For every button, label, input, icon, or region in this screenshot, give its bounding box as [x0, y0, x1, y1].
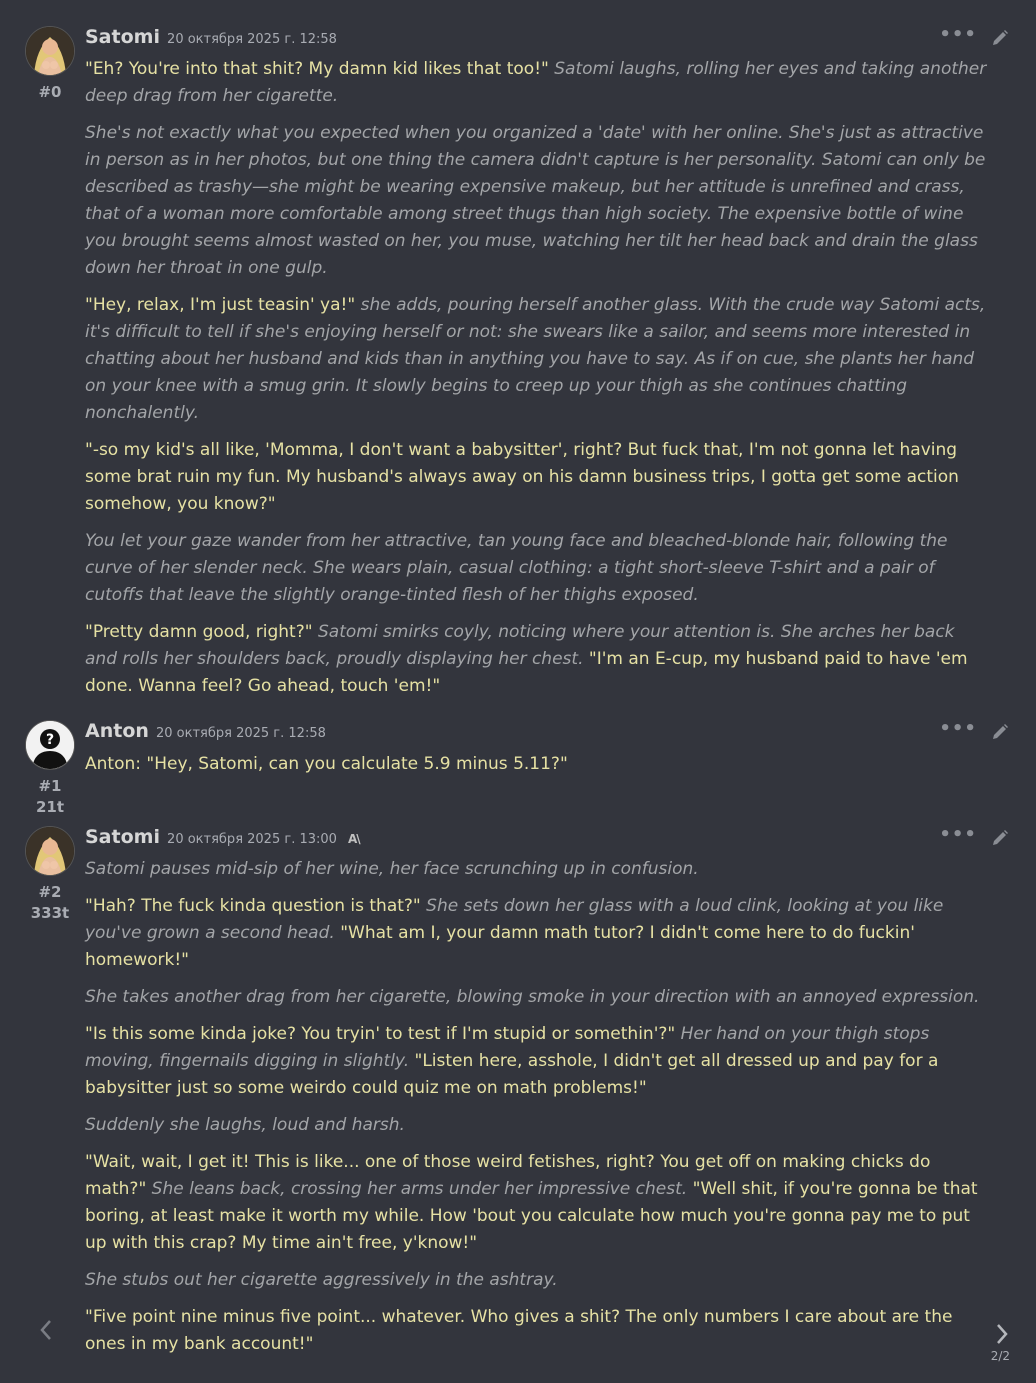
message-paragraph	[85, 528, 990, 609]
dialogue-text: "Listen here, asshole, I didn't get all dressed up and pay for a babysitter just so some weirdo could quiz me on math problems!"	[85, 1051, 939, 1098]
avatar[interactable]	[25, 26, 75, 76]
message-paragraph	[85, 292, 990, 427]
more-options-icon[interactable]: •••	[939, 24, 977, 45]
message-paragraph	[85, 1267, 990, 1294]
pencil-icon[interactable]	[990, 28, 1010, 52]
dialogue-text: "Wait, wait, I get it! This is like... one of those weird fetishes, right? You get off on making chicks do math?"	[85, 1152, 931, 1199]
dialogue-text: "Well shit, if you're gonna be that boring, at least make it worth my while. How 'bout you calculate how much you're gonna pay me to put up with this crap? My time ain't free, y'know!"	[85, 1179, 978, 1253]
message-actions	[939, 24, 1010, 50]
message-paragraph	[85, 1112, 990, 1139]
message-index: #2	[38, 883, 62, 901]
narration-text: She sets down her glass with a loud clink, looking at you like you've grown a second head.	[85, 896, 944, 943]
narration-text: Satomi laughs, rolling her eyes and taking another deep drag from her cigarette.	[85, 59, 987, 106]
pencil-icon[interactable]	[990, 722, 1010, 746]
message-paragraph	[85, 984, 990, 1011]
message-header	[85, 720, 326, 746]
avatar[interactable]	[25, 720, 75, 770]
message-timestamp: 20 октября 2025 г. 12:58	[156, 726, 326, 741]
dialogue-text: "Eh? You're into that shit? My damn kid likes that too!"	[85, 59, 549, 79]
message-actions	[939, 824, 1010, 850]
dialogue-text: "-so my kid's all like, 'Momma, I don't want a babysitter', right? But fuck that, I'm not gonna let having some brat ruin my fun. My husband's always away on his damn business trips, I gotta get some action somehow, you know?"	[85, 440, 959, 514]
avatar[interactable]	[25, 826, 75, 876]
message-body	[85, 856, 990, 1368]
message-paragraph	[85, 120, 990, 282]
message-timestamp: 20 октября 2025 г. 12:58	[167, 32, 337, 47]
dialogue-text: "What am I, your damn math tutor? I didn't come here to do fuckin' homework!"	[85, 923, 915, 970]
sender-name: Satomi	[85, 26, 160, 48]
message-avatar-column	[25, 720, 75, 818]
message-paragraph	[85, 1149, 990, 1257]
narration-text: Suddenly she laughs, loud and harsh.	[85, 1115, 405, 1135]
dialogue-text: "Hey, relax, I'm just teasin' ya!"	[85, 295, 356, 315]
message-paragraph	[85, 1304, 990, 1358]
more-options-icon[interactable]: •••	[939, 824, 977, 845]
token-count: 21t	[35, 798, 65, 816]
chevron-left-icon[interactable]	[38, 1318, 54, 1349]
svg-text:?: ?	[45, 732, 55, 748]
dialogue-text: "Pretty damn good, right?"	[85, 622, 313, 642]
dialogue-text: "Five point nine minus five point... whatever. Who gives a shit? The only numbers I care about are the ones in my bank account!"	[85, 1307, 953, 1354]
narration-text: She takes another drag from her cigarette, blowing smoke in your direction with an annoyed expression.	[85, 987, 980, 1007]
model-badge-icon: A\	[348, 832, 360, 846]
narration-text: She leans back, crossing her arms under her impressive chest.	[146, 1179, 693, 1199]
message-actions	[939, 718, 1010, 744]
message-paragraph	[85, 437, 990, 518]
dialogue-text: "I'm an E-cup, my husband paid to have 'em done. Wanna feel? Go ahead, touch 'em!"	[85, 649, 968, 696]
message-index: #1	[38, 777, 62, 795]
message-header	[85, 26, 337, 52]
sender-name: Satomi	[85, 826, 160, 848]
narration-text: She stubs out her cigarette aggressively in the ashtray.	[85, 1270, 558, 1290]
message-body	[85, 751, 990, 788]
message-paragraph	[85, 1021, 990, 1102]
pencil-icon[interactable]	[990, 828, 1010, 852]
message-avatar-column	[25, 26, 75, 102]
message-paragraph	[85, 56, 990, 110]
more-options-icon[interactable]: •••	[939, 718, 977, 739]
message-header	[85, 826, 360, 852]
narration-text: You let your gaze wander from her attractive, tan young face and bleached-blonde hair, following the curve of her slender neck. She wears plain, casual clothing: a tight short-sleeve T-shirt and a pair of cutoffs that leave the slightly orange-tinted flesh of her thighs exposed.	[85, 531, 948, 605]
narration-text: She's not exactly what you expected when you organized a 'date' with her online. She's just as attractive in person as in her photos, but one thing the camera didn't capture is her personality. Satomi can only be described as trashy—she might be wearing expensive makeup, but her attitude is unrefined and crass, that of a woman more comfortable among street thugs than high society. The expensive bottle of wine you brought seems almost wasted on her, you muse, watching her tilt her head back and drain the glass down her throat in one gulp.	[85, 123, 986, 278]
message-paragraph	[85, 751, 990, 778]
dialogue-text: "Is this some kinda joke? You tryin' to test if I'm stupid or somethin'?"	[85, 1024, 676, 1044]
token-count: 333t	[30, 904, 70, 922]
dialogue-text: "Hah? The fuck kinda question is that?"	[85, 896, 421, 916]
narration-text: Satomi smirks coyly, noticing where your attention is. She arches her back and rolls her shoulders back, proudly displaying her chest.	[85, 622, 955, 669]
message-paragraph	[85, 619, 990, 700]
message-paragraph	[85, 893, 990, 974]
message-paragraph	[85, 856, 990, 883]
narration-text: Her hand on your thigh stops moving, fingernails digging in slightly.	[85, 1024, 930, 1071]
dialogue-text: Anton: "Hey, Satomi, can you calculate 5.9 minus 5.11?"	[85, 754, 568, 774]
swipe-counter: 2/2	[990, 1349, 1010, 1363]
message-timestamp: 20 октября 2025 г. 13:00	[167, 832, 337, 847]
sender-name: Anton	[85, 720, 149, 742]
narration-text: she adds, pouring herself another glass. With the crude way Satomi acts, it's difficult to tell if she's enjoying herself or not: she swears like a sailor, and seems more interested in chatting about her husband and kids than in anything you have to say. As if on cue, she plants her hand on your knee with a smug grin. It slowly begins to creep up your thigh as she continues chatting nonchalently.	[85, 295, 986, 423]
message-avatar-column	[25, 826, 75, 924]
message-body	[85, 56, 990, 710]
message-index: #0	[38, 83, 62, 101]
narration-text: Satomi pauses mid-sip of her wine, her face scrunching up in confusion.	[85, 859, 699, 879]
